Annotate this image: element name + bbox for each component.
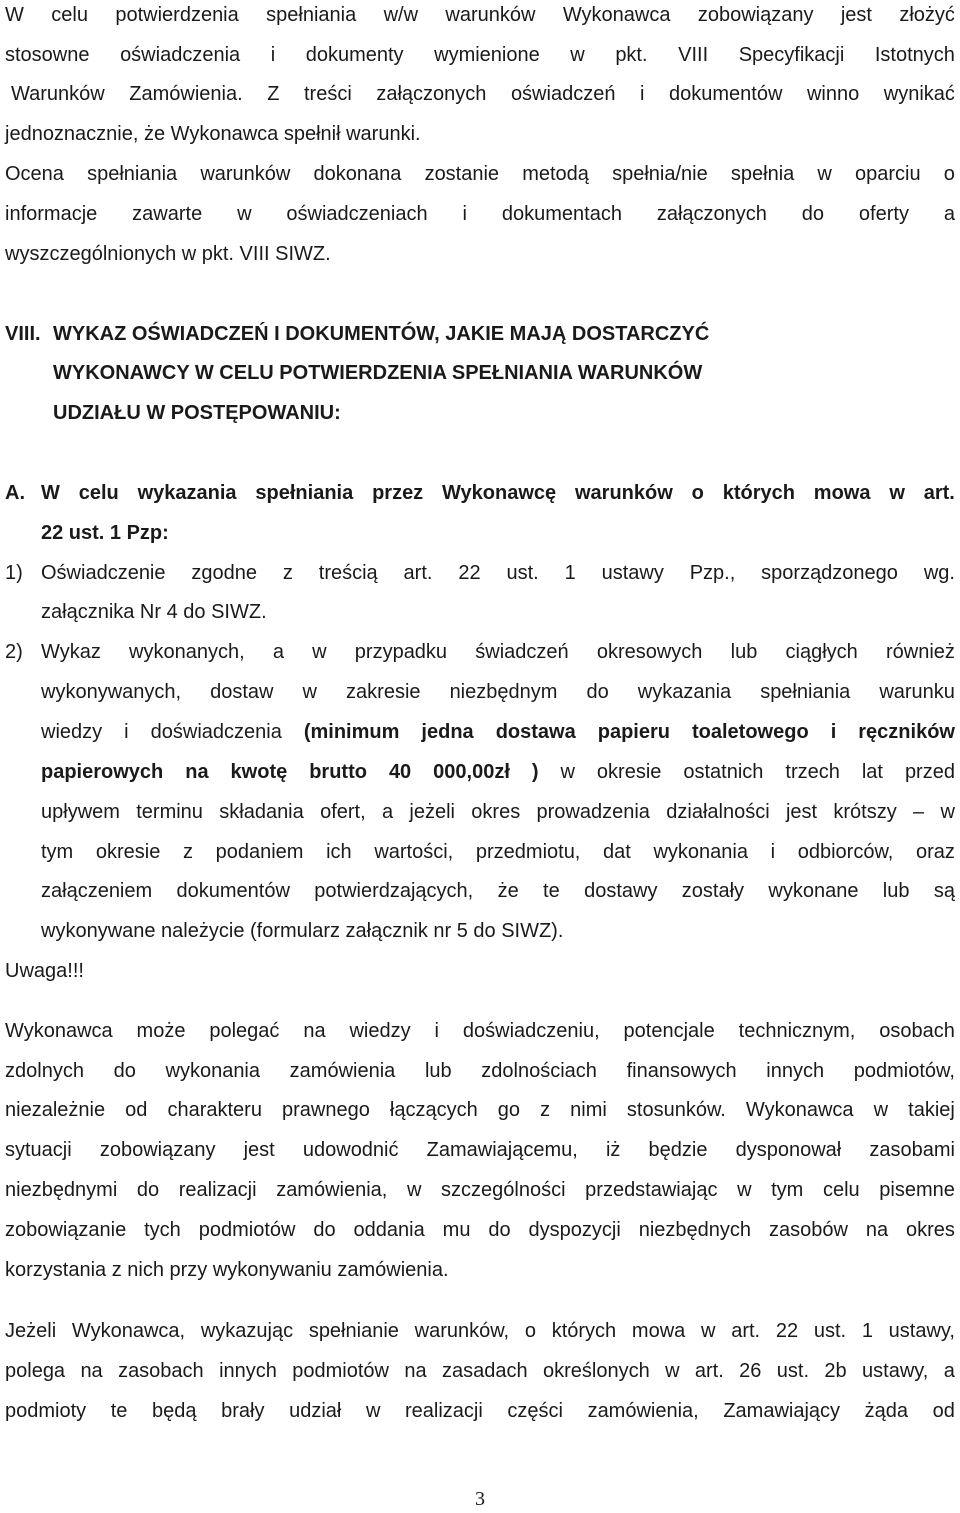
word: oddania [353, 1219, 425, 1241]
word: okresie [95, 841, 161, 863]
word: okres [906, 1219, 955, 1241]
word: ciągłych [785, 641, 858, 663]
word: może [136, 1020, 186, 1042]
word: potwierdzenia [115, 4, 239, 26]
word: części [507, 1400, 563, 1422]
word: nimi [570, 1099, 607, 1121]
text-line [5, 1059, 955, 1083]
item-number: 2) [5, 641, 23, 663]
word: oparciu [855, 163, 921, 185]
word: finansowych [626, 1060, 737, 1082]
word: niezbędnym [449, 681, 558, 703]
word: wymienione [434, 44, 540, 66]
word: spełnia/nie [612, 163, 708, 185]
word: i [270, 44, 276, 66]
word: doświadczenia [150, 721, 282, 743]
word: warunku [879, 681, 955, 703]
word: innych [219, 1360, 277, 1382]
heading-line: WYKONAWCY W CELU POTWIERDZENIA SPEŁNIANIA WARUNKÓW [53, 362, 703, 384]
word: podaniem [215, 841, 304, 863]
word: Ocena [5, 163, 64, 185]
word: papierowych [41, 761, 164, 783]
word: Zamówienia. [129, 83, 243, 105]
word: tym [771, 1179, 804, 1201]
word: podmioty [5, 1400, 87, 1422]
word: lub [730, 641, 758, 663]
word: określonych [542, 1360, 650, 1382]
word: zostanie [424, 163, 500, 185]
word: przypadku [354, 641, 448, 663]
word: warunków [445, 4, 536, 26]
heading-line: UDZIAŁU W POSTĘPOWANIU: [53, 402, 341, 424]
word: W [41, 482, 60, 504]
word: na [80, 1360, 103, 1382]
text-line [5, 1359, 955, 1383]
word: zamówienia, [276, 1179, 388, 1201]
text-line [5, 162, 955, 186]
word: również [885, 641, 955, 663]
word: łączących [389, 1099, 478, 1121]
word: złożyć [899, 4, 955, 26]
word: upływem [41, 801, 120, 823]
word: mu [442, 1219, 471, 1241]
word: i [640, 83, 645, 105]
word: dokumenty [305, 44, 404, 66]
word: do [313, 1219, 336, 1241]
word: papieru [597, 721, 670, 743]
word: żąda [864, 1400, 908, 1422]
word: takiej [908, 1099, 955, 1121]
word: dokumentach [501, 203, 622, 225]
word: spełniania [255, 482, 354, 504]
word: oferty [858, 203, 909, 225]
word: zasobami [869, 1139, 955, 1161]
word: (minimum [303, 721, 400, 743]
word: zobowiązanie [5, 1219, 127, 1241]
word: winno [806, 83, 860, 105]
word: niezbędnych [638, 1219, 752, 1241]
text-line [5, 1138, 955, 1162]
word: Pzp., [689, 562, 736, 584]
word: z [182, 841, 193, 863]
word: osobach [879, 1020, 955, 1042]
word: 2b [824, 1360, 847, 1382]
text-line: załącznika Nr 4 do SIWZ. [41, 601, 267, 623]
text-line [5, 1098, 955, 1122]
word: do [586, 681, 609, 703]
word: ręczników [858, 721, 955, 743]
word: i [462, 203, 467, 225]
word: na [865, 1219, 889, 1241]
word: podmiotów [292, 1360, 389, 1382]
word: zamówienia, [587, 1400, 699, 1422]
word: warunków [575, 482, 673, 504]
heading-line: WYKAZ OŚWIADCZEŃ I DOKUMENTÓW, JAKIE MAJĄ DOSTARCZYĆ [53, 323, 710, 345]
word: świadczeń [475, 641, 569, 663]
word: przed [904, 761, 955, 783]
word: Oświadczenie [41, 562, 166, 584]
word: dokonana [313, 163, 402, 185]
item-number: 1) [5, 562, 23, 584]
word: art. [694, 1360, 724, 1382]
page-number: 3 [475, 1488, 485, 1510]
word: spełniania [87, 163, 178, 185]
section-label: A. [5, 482, 25, 504]
word: polegać [209, 1020, 280, 1042]
word: wykazania [137, 482, 237, 504]
word: w [570, 44, 585, 66]
word: do [113, 1060, 136, 1082]
text-line [41, 800, 955, 824]
word: załączeniem [41, 880, 153, 902]
word: zasobach [118, 1360, 204, 1382]
word: ust. [506, 562, 539, 584]
word: od [932, 1400, 955, 1422]
word: o [524, 1320, 536, 1342]
word: działalności [666, 801, 770, 823]
word: wykonanych, [129, 641, 245, 663]
word: potwierdzających, [314, 880, 474, 902]
word: ustawy [601, 562, 664, 584]
word: wykonywanych, [41, 681, 182, 703]
word: Wykonawca [562, 4, 671, 26]
word: podmiotów [198, 1219, 296, 1241]
word: odbiorców, [797, 841, 894, 863]
word: których [722, 482, 795, 504]
word: do [488, 1219, 511, 1241]
word: ust. [813, 1320, 847, 1342]
word: sporządzonego [761, 562, 898, 584]
word: Istotnych [874, 44, 955, 66]
word: w [406, 1179, 422, 1201]
word: zdolnych [5, 1060, 84, 1082]
word: w [665, 1360, 680, 1382]
word: w [817, 163, 832, 185]
word: brały [221, 1400, 265, 1422]
text-line: jednoznacznie, że Wykonawca spełnił warunki. [5, 123, 421, 145]
word: w [365, 1400, 381, 1422]
word: w [312, 641, 327, 663]
word: będą [152, 1400, 197, 1422]
word: zasobów [768, 1219, 848, 1241]
word: 22 [458, 562, 481, 584]
word: prowadzenia [536, 801, 650, 823]
word: Wykonawca [745, 1099, 854, 1121]
word: zgodne [191, 562, 258, 584]
word: potencjale [623, 1020, 715, 1042]
text-line [5, 3, 955, 27]
text-line [5, 1399, 955, 1423]
word: szczególności [441, 1179, 566, 1201]
word: Wykonawcę [442, 482, 557, 504]
word: art. [403, 562, 433, 584]
word: mowa [813, 482, 871, 504]
word: metodą [522, 163, 589, 185]
word: lub [424, 1060, 452, 1082]
heading-line [41, 481, 955, 505]
word: oświadczeniach [286, 203, 428, 225]
word: spełniania [266, 4, 357, 26]
word: i [124, 721, 129, 743]
word: i [434, 1020, 439, 1042]
word: ust. [776, 1360, 810, 1382]
word: zdolnościach [481, 1060, 597, 1082]
word: dostawy [584, 880, 658, 902]
text-line [41, 640, 955, 664]
word: krótszy [833, 801, 897, 823]
word: toaletowego [692, 721, 809, 743]
word: zostały [681, 880, 745, 902]
word: sytuacji [5, 1139, 72, 1161]
word: zawarte [132, 203, 203, 225]
word: celu [822, 1179, 860, 1201]
word: spełniania [760, 681, 851, 703]
word: Warunków [11, 83, 105, 105]
word: w [560, 761, 575, 783]
word: realizacji [404, 1400, 483, 1422]
word: w [940, 801, 955, 823]
text-line: wykonywane należycie (formularz załącznik nr 5 do SIWZ). [41, 920, 564, 942]
word: ustawy, [888, 1320, 955, 1342]
word: 40 [388, 761, 412, 783]
word: doświadczeniu, [462, 1020, 600, 1042]
word: Zamawiającemu, [426, 1139, 578, 1161]
word: wynikać [883, 83, 955, 105]
word: dat [603, 841, 631, 863]
text-line [41, 879, 955, 903]
word: niezbędnymi [5, 1179, 118, 1201]
word: wartości, [374, 841, 454, 863]
word: dostawa [495, 721, 576, 743]
word: wykonania [165, 1060, 261, 1082]
word: przedmiotu, [475, 841, 581, 863]
word: realizacji [178, 1179, 257, 1201]
word: dyspozycji [528, 1219, 621, 1241]
word: i [770, 841, 776, 863]
text-line [41, 720, 955, 744]
word: iż [605, 1139, 621, 1161]
word: zasadach [441, 1360, 528, 1382]
word: charakteru [167, 1099, 262, 1121]
word: na [185, 761, 209, 783]
word: a [943, 1360, 955, 1382]
word: okresowych [596, 641, 703, 663]
word: lat [861, 761, 883, 783]
text-line [5, 43, 955, 67]
word: informacje [5, 203, 98, 225]
word: załączonych [656, 203, 767, 225]
text-line [41, 680, 955, 704]
word: w [237, 203, 252, 225]
word: w [737, 1179, 752, 1201]
word: w [302, 681, 317, 703]
word: oświadczeń [510, 83, 616, 105]
word: na [303, 1020, 326, 1042]
word: celu [78, 482, 119, 504]
word: mowa [631, 1320, 686, 1342]
word: jest [243, 1139, 275, 1161]
word: pisemne [879, 1179, 955, 1201]
word: Wykaz [41, 641, 101, 663]
text-line [41, 760, 955, 784]
word: składania [219, 801, 304, 823]
text-line [5, 1019, 955, 1043]
word: do [136, 1179, 160, 1201]
word: W [5, 4, 24, 26]
word: od [125, 1099, 148, 1121]
word: Wykonawca, [71, 1320, 186, 1342]
word: te [110, 1400, 128, 1422]
word: Specyfikacji [738, 44, 845, 66]
word: VIII [678, 44, 709, 66]
word: 000,00zł [433, 761, 510, 783]
word: udział [289, 1400, 342, 1422]
section-number: VIII. [5, 323, 41, 345]
word: a [272, 641, 284, 663]
word: polega [5, 1360, 66, 1382]
word: dysponował [735, 1139, 842, 1161]
text-line [41, 561, 955, 585]
word: ofert, [320, 801, 366, 823]
word: – [913, 801, 925, 823]
word: 22 [775, 1320, 799, 1342]
word: kwotę [230, 761, 288, 783]
heading-line: 22 ust. 1 Pzp: [41, 522, 169, 544]
word: stosowne [5, 44, 90, 66]
word: będzie [648, 1139, 708, 1161]
word: ich [326, 841, 352, 863]
word: przez [372, 482, 424, 504]
word: stosunków. [626, 1099, 726, 1121]
word: Jeżeli [5, 1320, 57, 1342]
word: tych [144, 1219, 181, 1241]
word: jest [840, 4, 872, 26]
word: że [497, 880, 519, 902]
word: Zamawiający [723, 1400, 841, 1422]
word: brutto [309, 761, 367, 783]
text-line [5, 1178, 955, 1202]
word: 26 [739, 1360, 762, 1382]
word: dostaw [210, 681, 274, 703]
text-line [5, 1218, 955, 1242]
word: trzech [785, 761, 840, 783]
word: pkt. [615, 44, 648, 66]
word: o [691, 482, 704, 504]
text-line: wyszczególnionych w pkt. VIII SIWZ. [5, 243, 331, 265]
word: spełnia [730, 163, 795, 185]
word: ) [531, 761, 539, 783]
word: a [943, 203, 955, 225]
word: w [889, 482, 905, 504]
word: terminu [136, 801, 203, 823]
word: których [551, 1320, 617, 1342]
text-line [11, 82, 955, 106]
word: lub [882, 880, 910, 902]
word: 1 [861, 1320, 873, 1342]
word: zobowiązany [99, 1139, 216, 1161]
word: w [873, 1099, 889, 1121]
word: udowodnić [302, 1139, 399, 1161]
word: do [801, 203, 825, 225]
word: na [404, 1360, 427, 1382]
word: zamówienia [289, 1060, 396, 1082]
word: tym [41, 841, 74, 863]
word: wykonania [653, 841, 748, 863]
word: z [540, 1099, 551, 1121]
word: dokumentów [176, 880, 290, 902]
word: podmiotów, [853, 1060, 955, 1082]
word: dokumentów [669, 83, 783, 105]
word: spełnianie [308, 1320, 399, 1342]
word: wykonane [768, 880, 859, 902]
word: wg. [923, 562, 955, 584]
word: okres [471, 801, 521, 823]
word: w/w [383, 4, 419, 26]
word: warunków, [414, 1320, 510, 1342]
word: warunków [200, 163, 291, 185]
word: a [381, 801, 394, 823]
word: przedstawiając [585, 1179, 718, 1201]
text-line [5, 202, 955, 226]
text-line: korzystania z nich przy wykonywaniu zamówienia. [5, 1259, 449, 1281]
word: jeżeli [409, 801, 455, 823]
word: celu [51, 4, 88, 26]
word: załączonych [376, 83, 487, 105]
word: niezależnie [5, 1099, 106, 1121]
word: oświadczenia [120, 44, 241, 66]
text-line [41, 840, 955, 864]
word: treści [303, 83, 352, 105]
word: technicznym, [738, 1020, 856, 1042]
word: treścią [318, 562, 378, 584]
word: innych [766, 1060, 825, 1082]
word: Z [267, 83, 280, 105]
word: o [943, 163, 955, 185]
word: w [701, 1320, 716, 1342]
word: te [543, 880, 560, 902]
word: 1 [564, 562, 576, 584]
word: są [933, 880, 955, 902]
word: wykazania [637, 681, 732, 703]
word: zobowiązany [697, 4, 814, 26]
word: jedna [421, 721, 474, 743]
word: wiedzy [41, 721, 103, 743]
word: jest [785, 801, 818, 823]
word: wykazując [200, 1320, 294, 1342]
word: art. [731, 1320, 761, 1342]
word: wiedzy [349, 1020, 411, 1042]
word: okresie [596, 761, 662, 783]
word: ostatnich [683, 761, 764, 783]
text-line [5, 1319, 955, 1343]
word: ustawy, [862, 1360, 929, 1382]
word: z [282, 562, 293, 584]
word: go [497, 1099, 521, 1121]
note-label: Uwaga!!! [5, 960, 84, 982]
word: Wykonawca [5, 1020, 113, 1042]
word: i [830, 721, 837, 743]
word: oraz [915, 841, 955, 863]
word: prawnego [282, 1099, 370, 1121]
word: art. [923, 482, 955, 504]
word: zakresie [346, 681, 421, 703]
